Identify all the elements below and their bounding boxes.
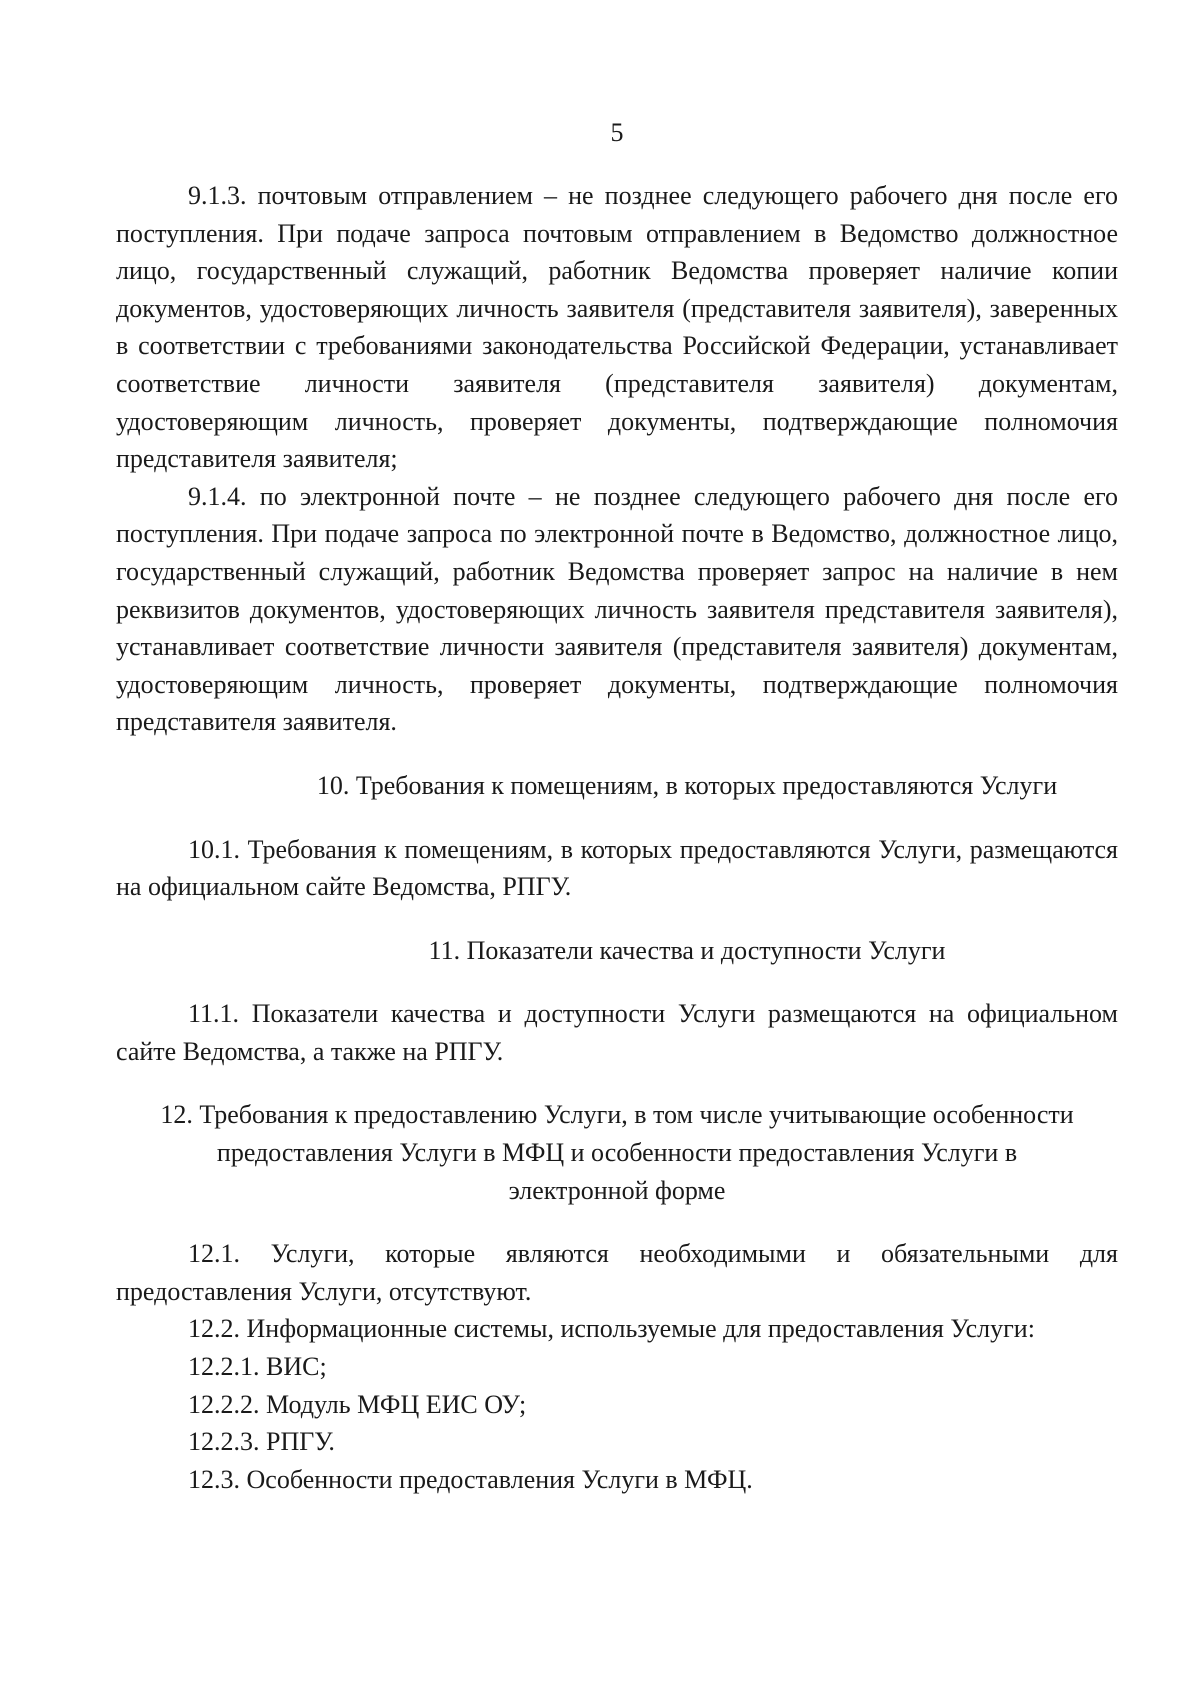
paragraph-12-2-1: 12.2.1. ВИС; xyxy=(188,1352,327,1382)
section-heading-11: 11. Показатели качества и доступности Услуги xyxy=(428,935,946,965)
paragraph-12-1: 12.1. Услуги, которые являются необходимыми и обязательными для предоставления Услуги, отсутствуют. xyxy=(116,1239,1118,1306)
paragraph-12-2-3: 12.2.3. РПГУ. xyxy=(188,1427,335,1457)
paragraph-11-1: 11.1. Показатели качества и доступности Услуги размещаются на официальном сайте Ведомства, а также на РПГУ. xyxy=(116,999,1118,1066)
paragraph-12-2: 12.2. Информационные системы, используемые для предоставления Услуги: xyxy=(188,1314,1035,1344)
section-heading-12: 12. Требования к предоставлению Услуги, в том числе учитывающие особенности предоставления Услуги в МФЦ и особенности предоставления Услуги в электронной форме xyxy=(160,1100,1074,1205)
section-heading-10: 10. Требования к помещениям, в которых предоставляются Услуги xyxy=(316,770,1058,800)
page-number: 5 xyxy=(610,118,624,147)
paragraph-9-1-3: 9.1.3. почтовым отправлением – не позднее следующего рабочего дня после его поступления. При подаче запроса почтовым отправлением в Ведомство должностное лицо, государственный служащий, работник Ведомства проверяет наличие копии документов, удостоверяющих личность заявителя (представителя заявителя), заверенных в соответствии с требованиями законодательства Российской Федерации, устанавливает соответствие личности заявителя (представителя заявителя) документам, удостоверяющим личность, проверяет документы, подтверждающие полномочия представителя заявителя; xyxy=(116,181,1118,474)
paragraph-12-3: 12.3. Особенности предоставления Услуги в МФЦ. xyxy=(188,1464,753,1494)
document-body xyxy=(116,177,1118,1498)
paragraph-10-1: 10.1. Требования к помещениям, в которых предоставляются Услуги, размещаются на официальном сайте Ведомства, РПГУ. xyxy=(116,834,1118,902)
paragraph-9-1-4: 9.1.4. по электронной почте – не позднее следующего рабочего дня после его поступления. При подаче запроса по электронной почте в Ведомство, должностное лицо, государственный служащий, работник Ведомства проверяет запрос на наличие в нем реквизитов документов, удостоверяющих личность заявителя представителя заявителя), устанавливает соответствие личности заявителя (представителя заявителя) документам, удостоверяющим личность, проверяет документы, подтверждающие полномочия представителя заявителя. xyxy=(116,481,1118,737)
paragraph-12-2-2: 12.2.2. Модуль МФЦ ЕИС ОУ; xyxy=(188,1389,527,1419)
